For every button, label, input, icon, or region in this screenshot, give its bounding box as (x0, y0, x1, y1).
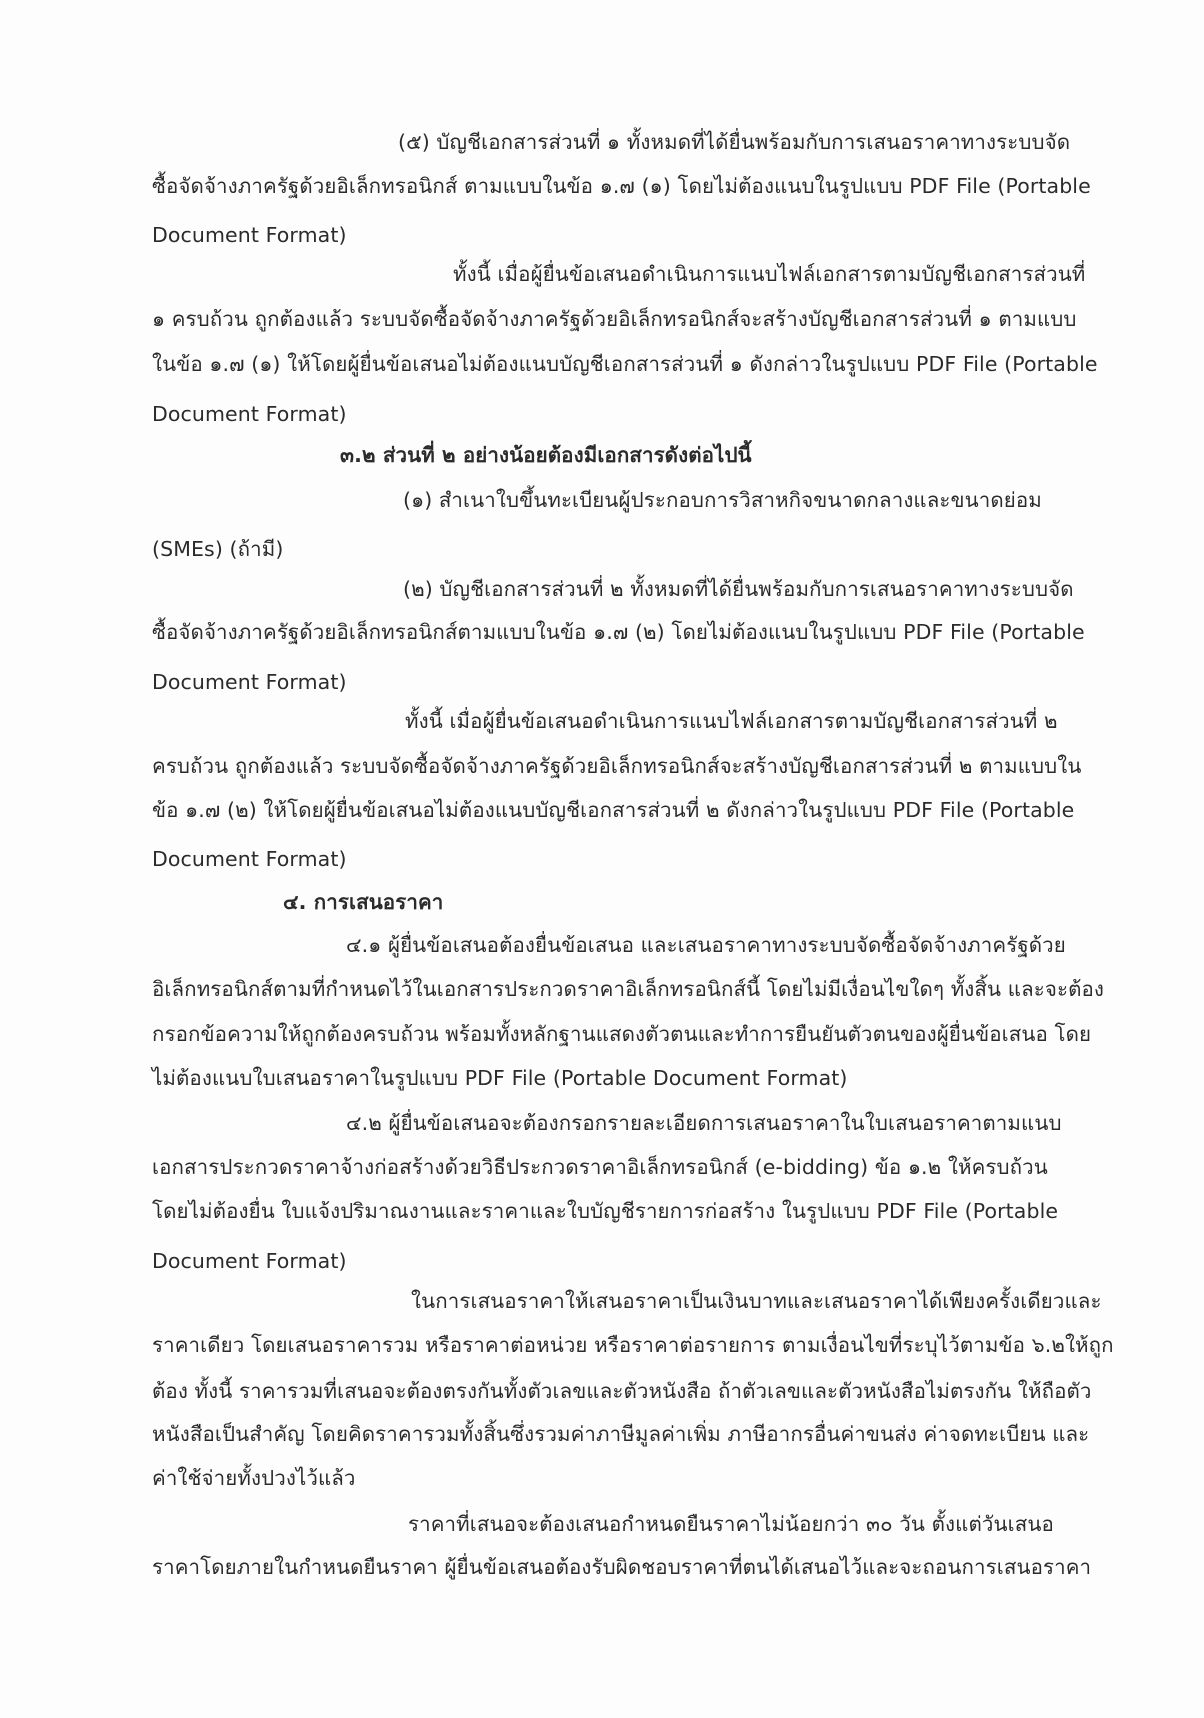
paragraph-line: ต้อง ทั้งนี้ ราคารวมที่เสนอจะต้องตรงกันทั้งตัวเลขและตัวหนังสือ ถ้าตัวเลขและตัวหนังสือไม่ตรงกัน ให้ถือตัว (152, 1379, 1092, 1403)
paragraph-line: ค่าใช้จ่ายทั้งปวงไว้แล้ว (152, 1466, 356, 1490)
paragraph-line: ซื้อจัดจ้างภาครัฐด้วยอิเล็กทรอนิกส์ ตามแบบในข้อ ๑.๗ (๑) โดยไม่ต้องแนบในรูปแบบ PDF File (Portable (152, 174, 1091, 198)
paragraph-line: Document Format) (152, 670, 347, 694)
section-heading-4: ๔. การเสนอราคา (283, 890, 444, 914)
item-2-list-of-part2-documents: (๒) บัญชีเอกสารส่วนที่ ๒ ทั้งหมดที่ได้ยื่นพร้อมกับการเสนอราคาทางระบบจัด (403, 577, 1074, 601)
paragraph-line: Document Format) (152, 223, 347, 247)
paragraph-line: ข้อ ๑.๗ (๒) ให้โดยผู้ยื่นข้อเสนอไม่ต้องแนบบัญชีเอกสารส่วนที่ ๒ ดังกล่าวในรูปแบบ PDF File (Portable (152, 798, 1075, 822)
paragraph-line: Document Format) (152, 402, 347, 426)
paragraph-line: ในข้อ ๑.๗ (๑) ให้โดยผู้ยื่นข้อเสนอไม่ต้องแนบบัญชีเอกสารส่วนที่ ๑ ดังกล่าวในรูปแบบ PDF File (Portable (152, 352, 1098, 376)
paragraph-line: Document Format) (152, 1249, 347, 1273)
paragraph-line: Document Format) (152, 847, 347, 871)
paragraph-line: ราคาโดยภายในกำหนดยืนราคา ผู้ยื่นข้อเสนอต้องรับผิดชอบราคาที่ตนได้เสนอไว้และจะถอนการเสนอราคา (152, 1555, 1092, 1579)
paragraph-line: ไม่ต้องแนบใบเสนอราคาในรูปแบบ PDF File (Portable Document Format) (152, 1066, 848, 1090)
item-4-1: ๔.๑ ผู้ยื่นข้อเสนอต้องยื่นข้อเสนอ และเสนอราคาทางระบบจัดซื้อจัดจ้างภาครัฐด้วย (346, 933, 1066, 957)
item-4-2: ๔.๒ ผู้ยื่นข้อเสนอจะต้องกรอกรายละเอียดการเสนอราคาในใบเสนอราคาตามแนบ (346, 1111, 1062, 1135)
item-5-list-of-part1-documents: (๕) บัญชีเอกสารส่วนที่ ๑ ทั้งหมดที่ได้ยื่นพร้อมกับการเสนอราคาทางระบบจัด (398, 130, 1071, 154)
paragraph-line: หนังสือเป็นสำคัญ โดยคิดราคารวมทั้งสิ้นซึ่งรวมค่าภาษีมูลค่าเพิ่ม ภาษีอากรอื่นค่าขนส่ง ค่าจดทะเบียน และ (152, 1422, 1090, 1446)
item-1-smes-registration: (๑) สำเนาใบขึ้นทะเบียนผู้ประกอบการวิสาหกิจขนาดกลางและขนาดย่อม (403, 488, 1042, 512)
paragraph-line: ราคาที่เสนอจะต้องเสนอกำหนดยืนราคาไม่น้อยกว่า ๓๐ วัน ตั้งแต่วันเสนอ (408, 1512, 1054, 1536)
section-heading-3-2: ๓.๒ ส่วนที่ ๒ อย่างน้อยต้องมีเอกสารดังต่อไปนี้ (340, 443, 752, 467)
paragraph-line: ครบถ้วน ถูกต้องแล้ว ระบบจัดซื้อจัดจ้างภาครัฐด้วยอิเล็กทรอนิกส์จะสร้างบัญชีเอกสารส่วนที่ ๒ ตามแบบใน (152, 754, 1082, 778)
paragraph-line: ๑ ครบถ้วน ถูกต้องแล้ว ระบบจัดซื้อจัดจ้างภาครัฐด้วยอิเล็กทรอนิกส์จะสร้างบัญชีเอกสารส่วนที่ ๑ ตามแบบ (152, 307, 1077, 331)
paragraph-line: เอกสารประกวดราคาจ้างก่อสร้างด้วยวิธีประกวดราคาอิเล็กทรอนิกส์ (e-bidding) ข้อ ๑.๒ ให้ครบถ้วน (152, 1155, 1048, 1179)
paragraph-line: ซื้อจัดจ้างภาครัฐด้วยอิเล็กทรอนิกส์ตามแบบในข้อ ๑.๗ (๒) โดยไม่ต้องแนบในรูปแบบ PDF File (Portable (152, 620, 1085, 644)
paragraph-line: (SMEs) (ถ้ามี) (152, 537, 284, 561)
paragraph-line: ทั้งนี้ เมื่อผู้ยื่นข้อเสนอดำเนินการแนบไฟล์เอกสารตามบัญชีเอกสารส่วนที่ ๒ (405, 709, 1058, 733)
paragraph-line: ราคาเดียว โดยเสนอราคารวม หรือราคาต่อหน่วย หรือราคาต่อรายการ ตามเงื่อนไขที่ระบุไว้ตามข้อ ๖.๒ให้ถูก (152, 1333, 1114, 1357)
paragraph-line: โดยไม่ต้องยื่น ใบแจ้งปริมาณงานและราคาและใบบัญชีรายการก่อสร้าง ในรูปแบบ PDF File (Portable (152, 1199, 1059, 1223)
paragraph-line: อิเล็กทรอนิกส์ตามที่กำหนดไว้ในเอกสารประกวดราคาอิเล็กทรอนิกส์นี้ โดยไม่มีเงื่อนไขใดๆ ทั้งสิ้น และจะต้อง (152, 977, 1105, 1001)
paragraph-line: กรอกข้อความให้ถูกต้องครบถ้วน พร้อมทั้งหลักฐานแสดงตัวตนและทำการยืนยันตัวตนของผู้ยื่นข้อเสนอ โดย (152, 1022, 1092, 1046)
paragraph-line: ในการเสนอราคาให้เสนอราคาเป็นเงินบาทและเสนอราคาได้เพียงครั้งเดียวและ (411, 1289, 1102, 1313)
paragraph-line: ทั้งนี้ เมื่อผู้ยื่นข้อเสนอดำเนินการแนบไฟล์เอกสารตามบัญชีเอกสารส่วนที่ (453, 262, 1086, 286)
